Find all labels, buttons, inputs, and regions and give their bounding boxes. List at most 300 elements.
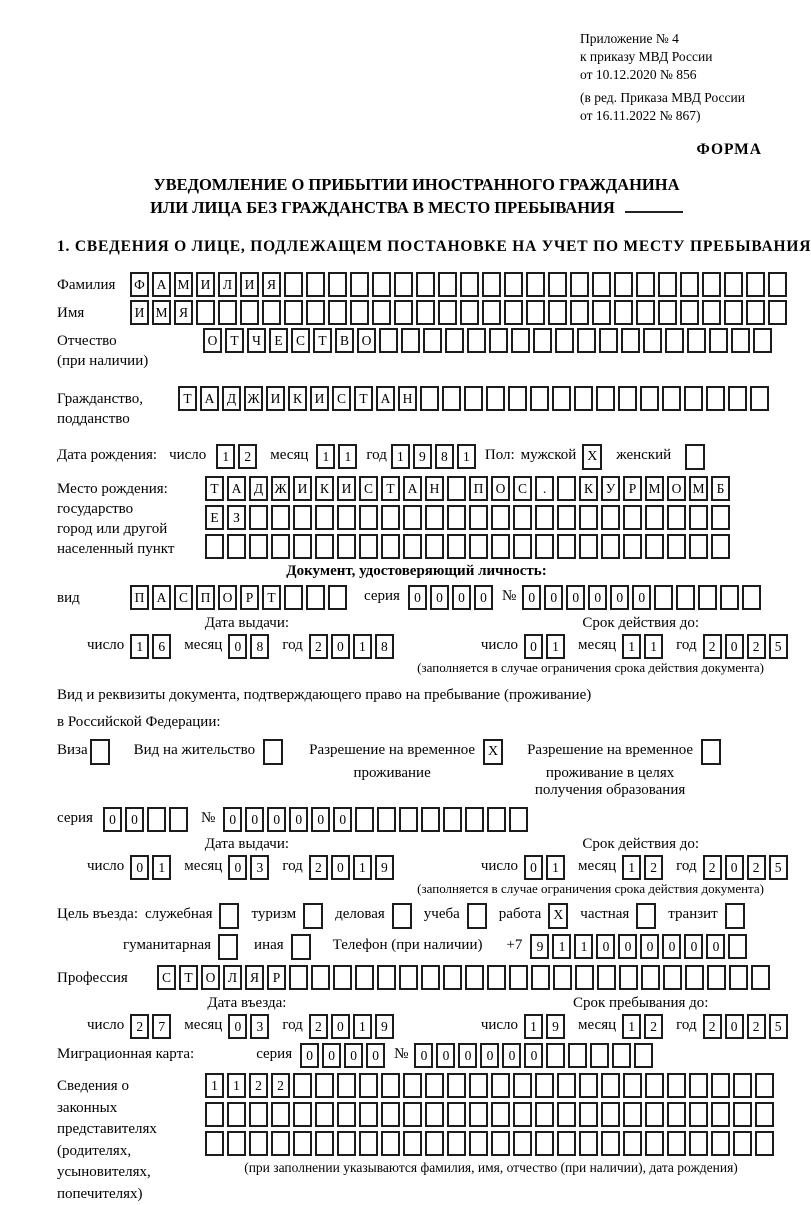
char-cell[interactable] [487,965,506,990]
char-cell[interactable] [702,272,721,297]
char-cell[interactable]: 1 [353,1014,372,1039]
char-cell[interactable] [643,328,662,353]
char-cell[interactable] [169,807,188,832]
char-cell[interactable] [590,1043,609,1068]
char-cell[interactable]: 0 [706,934,725,959]
char-cell[interactable] [293,505,312,530]
char-cell[interactable] [513,534,532,559]
char-cell[interactable] [416,300,435,325]
char-cell[interactable] [557,505,576,530]
char-cell[interactable] [623,505,642,530]
char-cell[interactable] [755,1073,774,1098]
char-cell[interactable]: 0 [331,855,350,880]
char-cell[interactable]: А [200,386,219,411]
char-cell[interactable] [403,1102,422,1127]
char-cell[interactable]: 8 [435,444,454,469]
char-cell[interactable] [469,534,488,559]
char-cell[interactable] [658,300,677,325]
char-cell[interactable] [511,328,530,353]
char-cell[interactable]: А [152,272,171,297]
char-cell[interactable] [337,534,356,559]
char-cell[interactable]: Р [267,965,286,990]
char-cell[interactable] [680,272,699,297]
char-cell[interactable]: 0 [267,807,286,832]
char-cell[interactable]: 0 [430,585,449,610]
char-cell[interactable] [557,476,576,501]
char-cell[interactable] [491,1131,510,1156]
char-cell[interactable] [592,300,611,325]
char-cell[interactable]: Р [623,476,642,501]
char-cell[interactable] [421,965,440,990]
char-cell[interactable] [227,1102,246,1127]
char-cell[interactable] [443,807,462,832]
char-cell[interactable] [359,534,378,559]
char-cell[interactable]: О [201,965,220,990]
char-cell[interactable] [513,505,532,530]
char-cell[interactable]: 1 [316,444,335,469]
char-cell[interactable] [709,328,728,353]
char-cell[interactable] [636,272,655,297]
char-cell[interactable]: 1 [574,934,593,959]
char-cell[interactable]: Б [711,476,730,501]
char-cell[interactable] [614,272,633,297]
char-cell[interactable] [508,386,527,411]
char-cell[interactable]: 2 [747,634,766,659]
char-cell[interactable]: Я [174,300,193,325]
char-cell[interactable]: И [196,272,215,297]
char-cell[interactable] [249,1131,268,1156]
char-cell[interactable]: Л [218,272,237,297]
char-cell[interactable] [509,965,528,990]
char-cell[interactable] [445,328,464,353]
char-cell[interactable]: Л [223,965,242,990]
char-cell[interactable] [662,386,681,411]
char-cell[interactable] [711,1131,730,1156]
char-cell[interactable] [218,300,237,325]
char-cell[interactable] [577,328,596,353]
char-cell[interactable] [350,272,369,297]
char-cell[interactable]: Ж [244,386,263,411]
purpose-work-checkbox[interactable]: X [548,903,568,929]
char-cell[interactable] [755,1102,774,1127]
char-cell[interactable]: 0 [458,1043,477,1068]
char-cell[interactable] [482,272,501,297]
char-cell[interactable]: Е [269,328,288,353]
char-cell[interactable]: С [174,585,193,610]
char-cell[interactable]: 1 [622,634,641,659]
char-cell[interactable] [447,534,466,559]
char-cell[interactable]: 1 [457,444,476,469]
char-cell[interactable] [355,965,374,990]
char-cell[interactable] [680,300,699,325]
char-cell[interactable]: 1 [552,934,571,959]
char-cell[interactable]: 0 [588,585,607,610]
char-cell[interactable]: Т [178,386,197,411]
char-cell[interactable]: О [218,585,237,610]
char-cell[interactable] [579,1073,598,1098]
char-cell[interactable]: Т [354,386,373,411]
char-cell[interactable]: 1 [644,634,663,659]
char-cell[interactable]: А [152,585,171,610]
char-cell[interactable]: 0 [618,934,637,959]
char-cell[interactable]: 0 [103,807,122,832]
char-cell[interactable]: 1 [524,1014,543,1039]
char-cell[interactable]: 0 [366,1043,385,1068]
char-cell[interactable] [491,1073,510,1098]
char-cell[interactable]: 0 [474,585,493,610]
char-cell[interactable] [381,1073,400,1098]
char-cell[interactable]: 2 [271,1073,290,1098]
char-cell[interactable] [531,965,550,990]
char-cell[interactable]: 0 [333,807,352,832]
char-cell[interactable]: 0 [725,855,744,880]
char-cell[interactable] [240,300,259,325]
char-cell[interactable]: 1 [622,1014,641,1039]
char-cell[interactable] [654,585,673,610]
char-cell[interactable]: К [315,476,334,501]
char-cell[interactable]: 5 [769,634,788,659]
char-cell[interactable]: З [227,505,246,530]
char-cell[interactable] [293,1131,312,1156]
char-cell[interactable] [271,1131,290,1156]
char-cell[interactable] [306,585,325,610]
char-cell[interactable]: 0 [596,934,615,959]
char-cell[interactable]: 9 [375,855,394,880]
char-cell[interactable] [645,1073,664,1098]
char-cell[interactable] [491,505,510,530]
char-cell[interactable]: 9 [530,934,549,959]
char-cell[interactable] [733,1102,752,1127]
char-cell[interactable] [553,965,572,990]
char-cell[interactable] [359,505,378,530]
char-cell[interactable]: 1 [227,1073,246,1098]
char-cell[interactable] [634,1043,653,1068]
char-cell[interactable] [443,965,462,990]
char-cell[interactable] [753,328,772,353]
char-cell[interactable]: Р [240,585,259,610]
char-cell[interactable] [315,1102,334,1127]
char-cell[interactable]: И [293,476,312,501]
char-cell[interactable] [315,534,334,559]
char-cell[interactable] [667,1131,686,1156]
char-cell[interactable]: 0 [632,585,651,610]
char-cell[interactable] [601,1073,620,1098]
char-cell[interactable] [447,1131,466,1156]
option-temp-residence-checkbox[interactable]: X [483,739,503,765]
char-cell[interactable] [399,807,418,832]
char-cell[interactable] [579,1131,598,1156]
char-cell[interactable] [205,1131,224,1156]
char-cell[interactable] [579,505,598,530]
char-cell[interactable]: 6 [152,634,171,659]
char-cell[interactable] [394,272,413,297]
char-cell[interactable] [372,300,391,325]
purpose-private-checkbox[interactable] [636,903,656,929]
char-cell[interactable] [746,300,765,325]
char-cell[interactable] [728,386,747,411]
char-cell[interactable] [618,386,637,411]
char-cell[interactable]: Т [225,328,244,353]
char-cell[interactable] [381,1102,400,1127]
char-cell[interactable] [619,965,638,990]
purpose-other-checkbox[interactable] [291,934,311,960]
char-cell[interactable] [667,1102,686,1127]
char-cell[interactable]: . [535,476,554,501]
char-cell[interactable] [535,1131,554,1156]
char-cell[interactable]: 0 [522,585,541,610]
char-cell[interactable]: Я [245,965,264,990]
char-cell[interactable] [467,328,486,353]
char-cell[interactable]: О [357,328,376,353]
char-cell[interactable] [724,300,743,325]
purpose-transit-checkbox[interactable] [725,903,745,929]
purpose-business-checkbox[interactable] [392,903,412,929]
char-cell[interactable]: 8 [250,634,269,659]
char-cell[interactable]: 0 [228,634,247,659]
char-cell[interactable]: 0 [640,934,659,959]
char-cell[interactable] [530,386,549,411]
char-cell[interactable]: 0 [610,585,629,610]
char-cell[interactable]: 0 [322,1043,341,1068]
char-cell[interactable] [315,1073,334,1098]
char-cell[interactable]: 0 [130,855,149,880]
char-cell[interactable]: 1 [338,444,357,469]
char-cell[interactable]: 0 [331,634,350,659]
char-cell[interactable]: О [667,476,686,501]
char-cell[interactable] [698,585,717,610]
char-cell[interactable] [711,505,730,530]
char-cell[interactable] [421,807,440,832]
char-cell[interactable] [687,328,706,353]
char-cell[interactable] [570,272,589,297]
char-cell[interactable] [460,272,479,297]
char-cell[interactable] [751,965,770,990]
char-cell[interactable] [262,300,281,325]
char-cell[interactable] [579,534,598,559]
char-cell[interactable] [381,505,400,530]
char-cell[interactable] [702,300,721,325]
char-cell[interactable]: 1 [152,855,171,880]
char-cell[interactable] [513,1073,532,1098]
char-cell[interactable] [394,300,413,325]
char-cell[interactable]: 0 [289,807,308,832]
char-cell[interactable] [557,1102,576,1127]
char-cell[interactable] [592,272,611,297]
char-cell[interactable] [284,585,303,610]
char-cell[interactable] [447,476,466,501]
char-cell[interactable]: 0 [223,807,242,832]
char-cell[interactable]: 0 [524,855,543,880]
char-cell[interactable]: 0 [725,634,744,659]
char-cell[interactable]: Н [398,386,417,411]
option-visa-checkbox[interactable] [90,739,110,765]
char-cell[interactable] [689,1102,708,1127]
purpose-official-checkbox[interactable] [219,903,239,929]
char-cell[interactable]: Т [313,328,332,353]
char-cell[interactable] [599,328,618,353]
char-cell[interactable] [645,505,664,530]
char-cell[interactable]: И [337,476,356,501]
char-cell[interactable] [535,534,554,559]
char-cell[interactable]: К [579,476,598,501]
char-cell[interactable]: 3 [250,855,269,880]
char-cell[interactable]: 2 [238,444,257,469]
char-cell[interactable] [289,965,308,990]
char-cell[interactable]: И [266,386,285,411]
char-cell[interactable] [689,1073,708,1098]
char-cell[interactable]: М [645,476,664,501]
char-cell[interactable]: Т [179,965,198,990]
char-cell[interactable] [513,1131,532,1156]
char-cell[interactable] [423,328,442,353]
char-cell[interactable] [755,1131,774,1156]
char-cell[interactable]: В [335,328,354,353]
char-cell[interactable]: 1 [205,1073,224,1098]
char-cell[interactable] [768,300,787,325]
char-cell[interactable]: Ф [130,272,149,297]
char-cell[interactable]: 1 [622,855,641,880]
char-cell[interactable]: 8 [375,634,394,659]
char-cell[interactable] [533,328,552,353]
char-cell[interactable] [337,1102,356,1127]
char-cell[interactable]: С [291,328,310,353]
char-cell[interactable] [733,1131,752,1156]
char-cell[interactable] [724,272,743,297]
char-cell[interactable] [601,1131,620,1156]
char-cell[interactable] [315,1131,334,1156]
char-cell[interactable] [249,1102,268,1127]
char-cell[interactable]: 0 [480,1043,499,1068]
char-cell[interactable] [623,1102,642,1127]
char-cell[interactable]: С [359,476,378,501]
char-cell[interactable]: 0 [544,585,563,610]
char-cell[interactable]: 2 [309,1014,328,1039]
char-cell[interactable] [293,534,312,559]
char-cell[interactable] [337,505,356,530]
char-cell[interactable] [489,328,508,353]
char-cell[interactable] [486,386,505,411]
char-cell[interactable] [513,1102,532,1127]
char-cell[interactable] [665,328,684,353]
char-cell[interactable] [205,1102,224,1127]
char-cell[interactable] [271,534,290,559]
char-cell[interactable]: Е [205,505,224,530]
char-cell[interactable] [284,272,303,297]
char-cell[interactable] [731,328,750,353]
char-cell[interactable] [359,1102,378,1127]
char-cell[interactable] [596,386,615,411]
char-cell[interactable] [623,1073,642,1098]
char-cell[interactable] [546,1043,565,1068]
char-cell[interactable]: 0 [408,585,427,610]
char-cell[interactable]: И [310,386,329,411]
char-cell[interactable] [555,328,574,353]
char-cell[interactable] [645,534,664,559]
char-cell[interactable]: 0 [331,1014,350,1039]
char-cell[interactable] [447,1102,466,1127]
char-cell[interactable]: 0 [414,1043,433,1068]
char-cell[interactable] [438,300,457,325]
char-cell[interactable] [526,300,545,325]
char-cell[interactable] [720,585,739,610]
char-cell[interactable]: Т [262,585,281,610]
char-cell[interactable]: Н [425,476,444,501]
char-cell[interactable] [227,1131,246,1156]
char-cell[interactable]: М [174,272,193,297]
char-cell[interactable] [469,1102,488,1127]
char-cell[interactable]: А [376,386,395,411]
char-cell[interactable]: Т [381,476,400,501]
char-cell[interactable] [355,807,374,832]
char-cell[interactable] [337,1131,356,1156]
char-cell[interactable] [491,1102,510,1127]
char-cell[interactable] [768,272,787,297]
char-cell[interactable]: 2 [703,1014,722,1039]
char-cell[interactable]: У [601,476,620,501]
char-cell[interactable] [557,534,576,559]
char-cell[interactable]: И [240,272,259,297]
char-cell[interactable] [425,505,444,530]
char-cell[interactable] [359,1131,378,1156]
char-cell[interactable]: 2 [309,634,328,659]
char-cell[interactable]: 9 [413,444,432,469]
char-cell[interactable] [685,965,704,990]
char-cell[interactable] [645,1102,664,1127]
char-cell[interactable]: 2 [249,1073,268,1098]
char-cell[interactable]: 3 [250,1014,269,1039]
char-cell[interactable] [333,965,352,990]
char-cell[interactable] [491,534,510,559]
char-cell[interactable] [750,386,769,411]
char-cell[interactable] [469,1131,488,1156]
char-cell[interactable] [707,965,726,990]
char-cell[interactable] [548,272,567,297]
char-cell[interactable]: 2 [747,1014,766,1039]
char-cell[interactable] [689,534,708,559]
char-cell[interactable] [733,1073,752,1098]
char-cell[interactable] [196,300,215,325]
char-cell[interactable] [403,1073,422,1098]
char-cell[interactable]: Д [249,476,268,501]
char-cell[interactable]: 0 [684,934,703,959]
char-cell[interactable]: 1 [391,444,410,469]
char-cell[interactable] [425,534,444,559]
char-cell[interactable] [377,807,396,832]
char-cell[interactable] [464,386,483,411]
char-cell[interactable] [359,1073,378,1098]
char-cell[interactable] [447,505,466,530]
char-cell[interactable]: Д [222,386,241,411]
char-cell[interactable] [425,1131,444,1156]
char-cell[interactable] [337,1073,356,1098]
char-cell[interactable]: М [152,300,171,325]
char-cell[interactable]: М [689,476,708,501]
char-cell[interactable] [381,1131,400,1156]
char-cell[interactable]: С [332,386,351,411]
char-cell[interactable] [728,934,747,959]
char-cell[interactable] [574,386,593,411]
char-cell[interactable] [442,386,461,411]
char-cell[interactable] [667,1073,686,1098]
char-cell[interactable] [306,300,325,325]
char-cell[interactable] [597,965,616,990]
char-cell[interactable] [425,1073,444,1098]
char-cell[interactable]: 2 [309,855,328,880]
char-cell[interactable]: 9 [375,1014,394,1039]
char-cell[interactable] [667,505,686,530]
option-residence-permit-checkbox[interactable] [263,739,283,765]
char-cell[interactable] [381,534,400,559]
